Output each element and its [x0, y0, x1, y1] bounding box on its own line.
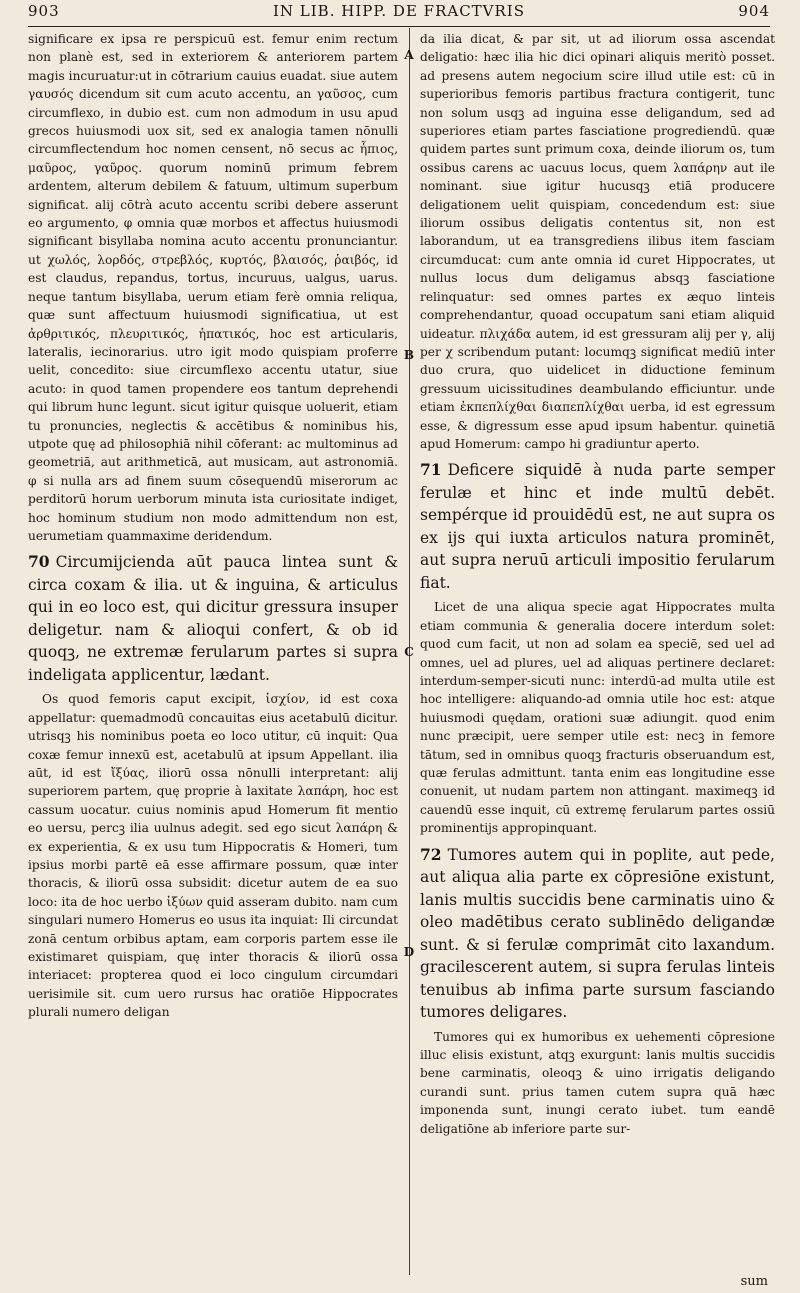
- section-71-number: 71: [420, 460, 442, 480]
- running-title: IN LIB. HIPP. DE FRACTVRIS: [272, 2, 526, 20]
- margin-letter-d: D: [403, 945, 415, 959]
- running-header: [28, 2, 770, 27]
- page-number-left: 903: [28, 2, 60, 20]
- margin-letter-b: B: [403, 348, 415, 362]
- section-72-number: 72: [420, 844, 442, 864]
- section-70: [28, 551, 398, 686]
- catchword: sum: [740, 1274, 768, 1289]
- margin-letter-c: C: [404, 645, 414, 659]
- right-paragraph-3: Tumores qui ex humoribus ex uehementi cōpresione illuc elisis existunt, atqꝫ exurgunt: lanis multis succidis bene carminatis, oleoqꝫ & uino irrigatis deligando curandi sunt. prius tamen cutem supra quā hæc imponenda sunt, inungi cerato iubet. tum eandē deligatiōne ab inferiore parte sur-: [420, 1029, 775, 1136]
- section-71-text: Deficere siquidē à nuda parte semper ferulæ et hinc et inde multū debēt. sempérque id prouidēdū est, ne aut supra os ex ijs qui iuxta articulos natura prominēt, aut supra neruū articuli impositio ferularum fiat.: [420, 461, 775, 592]
- left-paragraph-1: significare ex ipsa re perspicuū est. femur enim rectum non planè est, sed in exteriorem & anteriorem partem magis incuruatur:ut in cōtrarium cauius euadat. siue autem γαυσός dicendum sit cum acuto accentu, an γαῦσος, cum circumflexo, in dubio est. cum non admodum in usu apud grecos huiusmodi uox sit, sed ex analogia tamen nōnulli circumflectendum hoc nomen censent, nō secus ac ἧπιος, μαῦρος, γαῦρος. quorum nominū primum febrem ardentem, alterum debilem & fatuum, ultimum superbum significat. alij cōtrà acuto accentu scribi debere asserunt eo argumento, φ omnia quæ morbos et affectus huiusmodi significant bisyllaba nomina acuto accentu pronunciantur. ut χωλός, λορδός, στρεβλός, κυρτός, βλαισός, ῥαιβός, id est claudus, repandus, tortus, incuruus, ualgus, uarus. neque tantum bisyllaba, uerum etiam ferè omnia reliqua, quæ sunt affectuum huiusmodi significatiua, ut est ἀρθριτικός, πλευριτικός, ἡπατικός, hoc est articularis, lateralis, iecinorarius. utro igit modo quispiam proferre uelit, concedito: siue circumflexo accentu utatur, siue acuto: in quod tamen propendere eos tantum deprehendi qui librum hunc legunt. sicut igitur quisque uoluerit, etiam tu pronuncies, neglectis & accētibus & nominibus his, utpote quę ad philosophiā nihil cōferant: ac multominus ad geometriā, aut arithmeticā, aut musicam, aut astronomiā. φ si nulla ars ad finem suum cōsequendū miserorum ac perditorū horum uerborum minuta ista curiositate indiget, hoc hominum studium non modo admittendum non est, uerumetiam quammaxime deridendum.: [28, 32, 398, 543]
- right-column: [420, 30, 775, 1280]
- left-column: [28, 30, 398, 1280]
- left-paragraph-2: Os quod femoris caput excipit, ἰσχίον, id est coxa appellatur: quemadmodū concauitas eius acetabulū dicitur. utrisqꝫ his nominibus poeta eo loco utitur, cū inquit: Qua coxæ femur innexū est, acetabulū at ipsum Appellant. ilia aūt, id est ἴξύας, iliorū ossa nōnulli interpretant: alij superiorem partem, quę proprie à laxitate λαπάρη, hoc est cassum uocatur. cuius nominis apud Homerum fit mentio eo uersu, percꝫ ilia uulnus adegit. sed ego sicut λαπάρη & ex experientia, & ex usu tum Hippocratis & Homeri, tum ipsius morbi partē eā esse affirmare possum, quæ inter thoracis, & iliorū ossa subsidit: dicetur autem de ea suo loco: ita de hoc uerbo ἰξύων quid asseram dubito. nam cum singulari numero Homerus eo usus ita inquiat: Ili circundat zonā centum orbibus aptam, eam corporis partem esse ile existimaret quispiam, quę inter thoracis & iliorū ossa interiacet: propterea quod ei loco cingulum circumdari uerisimile sit. cum uero rursus hac oratiōe Hippocrates plurali numero deligan: [28, 692, 398, 1020]
- section-70-text: Circumijcienda aūt pauca lintea sunt & circa coxam & ilia. ut & inguina, & articulus qui in eo loco est, qui dicitur gressura insuper deligetur. nam & alioqui confert, & ob id quoqꝫ, ne extremæ ferularum partes si supra indeligata applicentur, lædant.: [28, 553, 398, 684]
- right-paragraph-1: da ilia dicat, & par sit, ut ad iliorum ossa ascendat deligatio: hæc ilia hic dici opinari aliquis meritò posset. ad presens autem negocium scire illud utile est: cū in superioribus femoris partibus fractura contigerit, tunc non solum usqꝫ ad inguina esse deligandum, sed ad superiores etiam partes fasciatione progrediendū. quæ quidem partes sunt primum coxa, deinde iliorum os, tum ossibus carens ac uacuus locus, quem λαπάρην aut ile nominant. siue igitur hucusqꝫ etiā producere deligationem uelit quispiam, concedendum est: siue iliorum ossibus deligatis contentus sit, non est laborandum, ut ea transgrediens ilibus item fasciam circumducat: cum ante omnia id curet Hippocrates, ut nullus locus dum deligamus absqꝫ fasciatione relinquatur: sed omnes partes ex æquo linteis comprehendantur, quoad occupatum sani etiam aliquid uideatur. πλιχάδα autem, id est gressuram alij per γ, alij per χ scribendum putant: locumqꝫ significat mediū inter duo crura, quo uidelicet in diductione feminum gressuum uicissitudines deambulando efficiuntur. unde etiam ἐκπεπλίχθαι διαπεπλίχθαι uerba, id est egressum esse, & digressum esse apud ipsum habentur. quinetiā apud Homerum: campo hi gradiuntur aperto.: [420, 32, 775, 451]
- margin-letter-a: A: [404, 48, 414, 62]
- right-paragraph-2: Licet de una aliqua specie agat Hippocrates multa etiam communia & generalia docere interdum solet: quod cum facit, ut non ad solam ea speciē, sed uel ad omnes, uel ad plures, uel ad aliquas pertinere declaret: interdum-semper-sicuti nunc: interdū-ad multa utile est hoc intelligere: aliquando-ad omnia utile hoc est: atque huiusmodi quędam, orationi suæ adiungit. quod enim nunc præcipit, uere semper utile est: necꝫ in femore tātum, sed in omnibus quoqꝫ fracturis obseruandum est, quæ ferulas admittunt. tanta enim eas longitudine esse conuenit, ut nudam partem non attingant. maximeqꝫ id cauendū esse inquit, cū extremę ferularum partes ossiū prominentijs appropinquant.: [420, 600, 775, 836]
- page-number-right: 904: [738, 2, 770, 20]
- section-72-text: Tumores autem qui in poplite, aut pede, aut aliqua alia parte ex cōpresiōne existunt, lanis multis succidis bene carminatis uino & oleo madētibus cerato sublinēdo deligandæ sunt. & si ferulæ comprimāt cito laxandum. gracilescerent autem, si supra ferulas linteis tenuibus ab infima parte sursum fasciando tumores deligares.: [420, 845, 775, 1022]
- section-70-number: 70: [28, 552, 50, 572]
- section-71: [420, 459, 775, 594]
- section-72: [420, 844, 775, 1024]
